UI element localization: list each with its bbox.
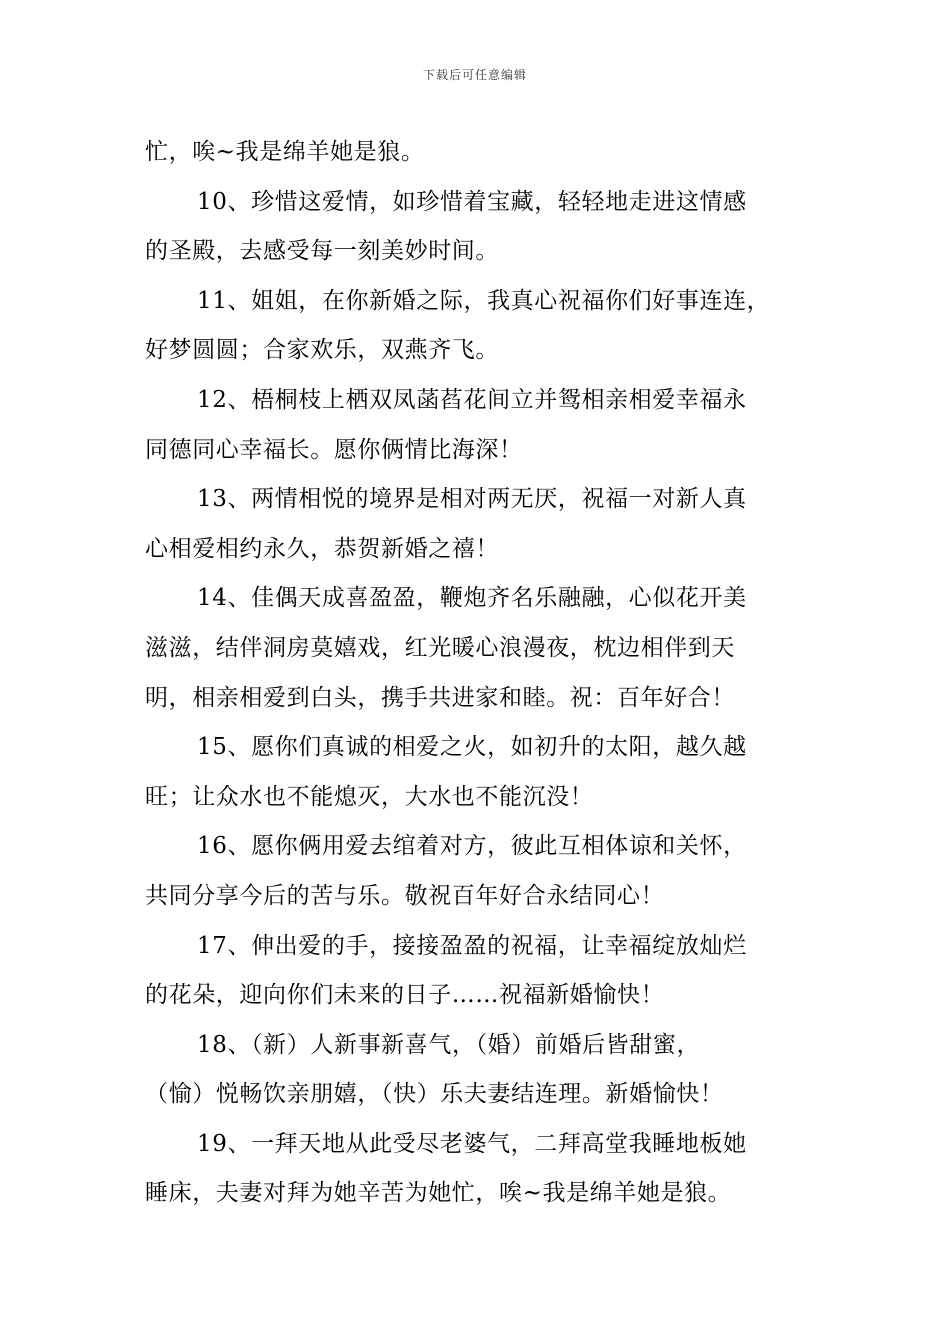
text-line: 19、一拜天地从此受尽老婆气，二拜高堂我睡地板她 (197, 1130, 747, 1157)
document-body (145, 128, 825, 1219)
paragraph-12 (145, 376, 825, 475)
text-line: 明，相亲相爱到白头，携手共进家和睦。祝：百年好合！ (145, 684, 735, 711)
text-line: 好梦圆圆；合家欢乐，双燕齐飞。 (145, 337, 499, 364)
text-line: 18、（新）人新事新喜气，（婚）前婚后皆甜蜜， (197, 1031, 701, 1058)
paragraph-continuation (145, 128, 825, 178)
text-line: 10、珍惜这爱情，如珍惜着宝藏，轻轻地走进这情感 (197, 188, 747, 215)
paragraph-13 (145, 475, 825, 574)
text-line: （愉）悦畅饮亲朋嬉，（快）乐夫妻结连理。新婚愉快！ (145, 1081, 724, 1108)
text-line: 同德同心幸福长。愿你俩情比海深！ (145, 436, 523, 463)
text-line: 的圣殿，去感受每一刻美妙时间。 (145, 238, 499, 265)
text-line: 睡床，夫妻对拜为她辛苦为她忙，唉~我是绵羊她是狼。 (145, 1180, 732, 1207)
paragraph-11 (145, 277, 825, 376)
text-line: 16、愿你俩用爱去绾着对方，彼此互相体谅和关怀， (197, 833, 747, 860)
paragraph-15 (145, 723, 825, 822)
paragraph-10 (145, 178, 825, 277)
text-line: 滋滋，结伴洞房莫嬉戏，红光暖心浪漫夜，枕边相伴到天 (145, 634, 735, 661)
paragraph-18 (145, 1021, 825, 1120)
text-line: 17、伸出爱的手，接接盈盈的祝福，让幸福绽放灿烂 (197, 932, 747, 959)
paragraph-19 (145, 1120, 825, 1219)
text-line: 11、姐姐，在你新婚之际，我真心祝福你们好事连连， (197, 287, 771, 314)
paragraph-14 (145, 574, 825, 723)
text-line: 15、愿你们真诚的相爱之火，如初升的太阳，越久越 (197, 734, 747, 761)
paragraph-17 (145, 922, 825, 1021)
page-header: 下载后可任意编辑 (422, 68, 527, 82)
text-line: 13、两情相悦的境界是相对两无厌，祝福一对新人真 (197, 486, 747, 513)
text-line: 忙，唉~我是绵羊她是狼。 (145, 139, 425, 165)
text-line: 12、梧桐枝上栖双凤菡萏花间立并鸳相亲相爱幸福永 (197, 386, 747, 413)
text-line: 的花朵，迎向你们未来的日子……祝福新婚愉快！ (145, 982, 665, 1009)
text-line: 共同分享今后的苦与乐。敬祝百年好合永结同心！ (145, 882, 665, 909)
text-line: 心相爱相约永久，恭贺新婚之禧！ (145, 535, 499, 562)
paragraph-16 (145, 822, 825, 921)
text-line: 旺；让众水也不能熄灭，大水也不能沉没！ (145, 783, 594, 810)
text-line: 14、佳偶天成喜盈盈，鞭炮齐名乐融融，心似花开美 (197, 585, 747, 612)
